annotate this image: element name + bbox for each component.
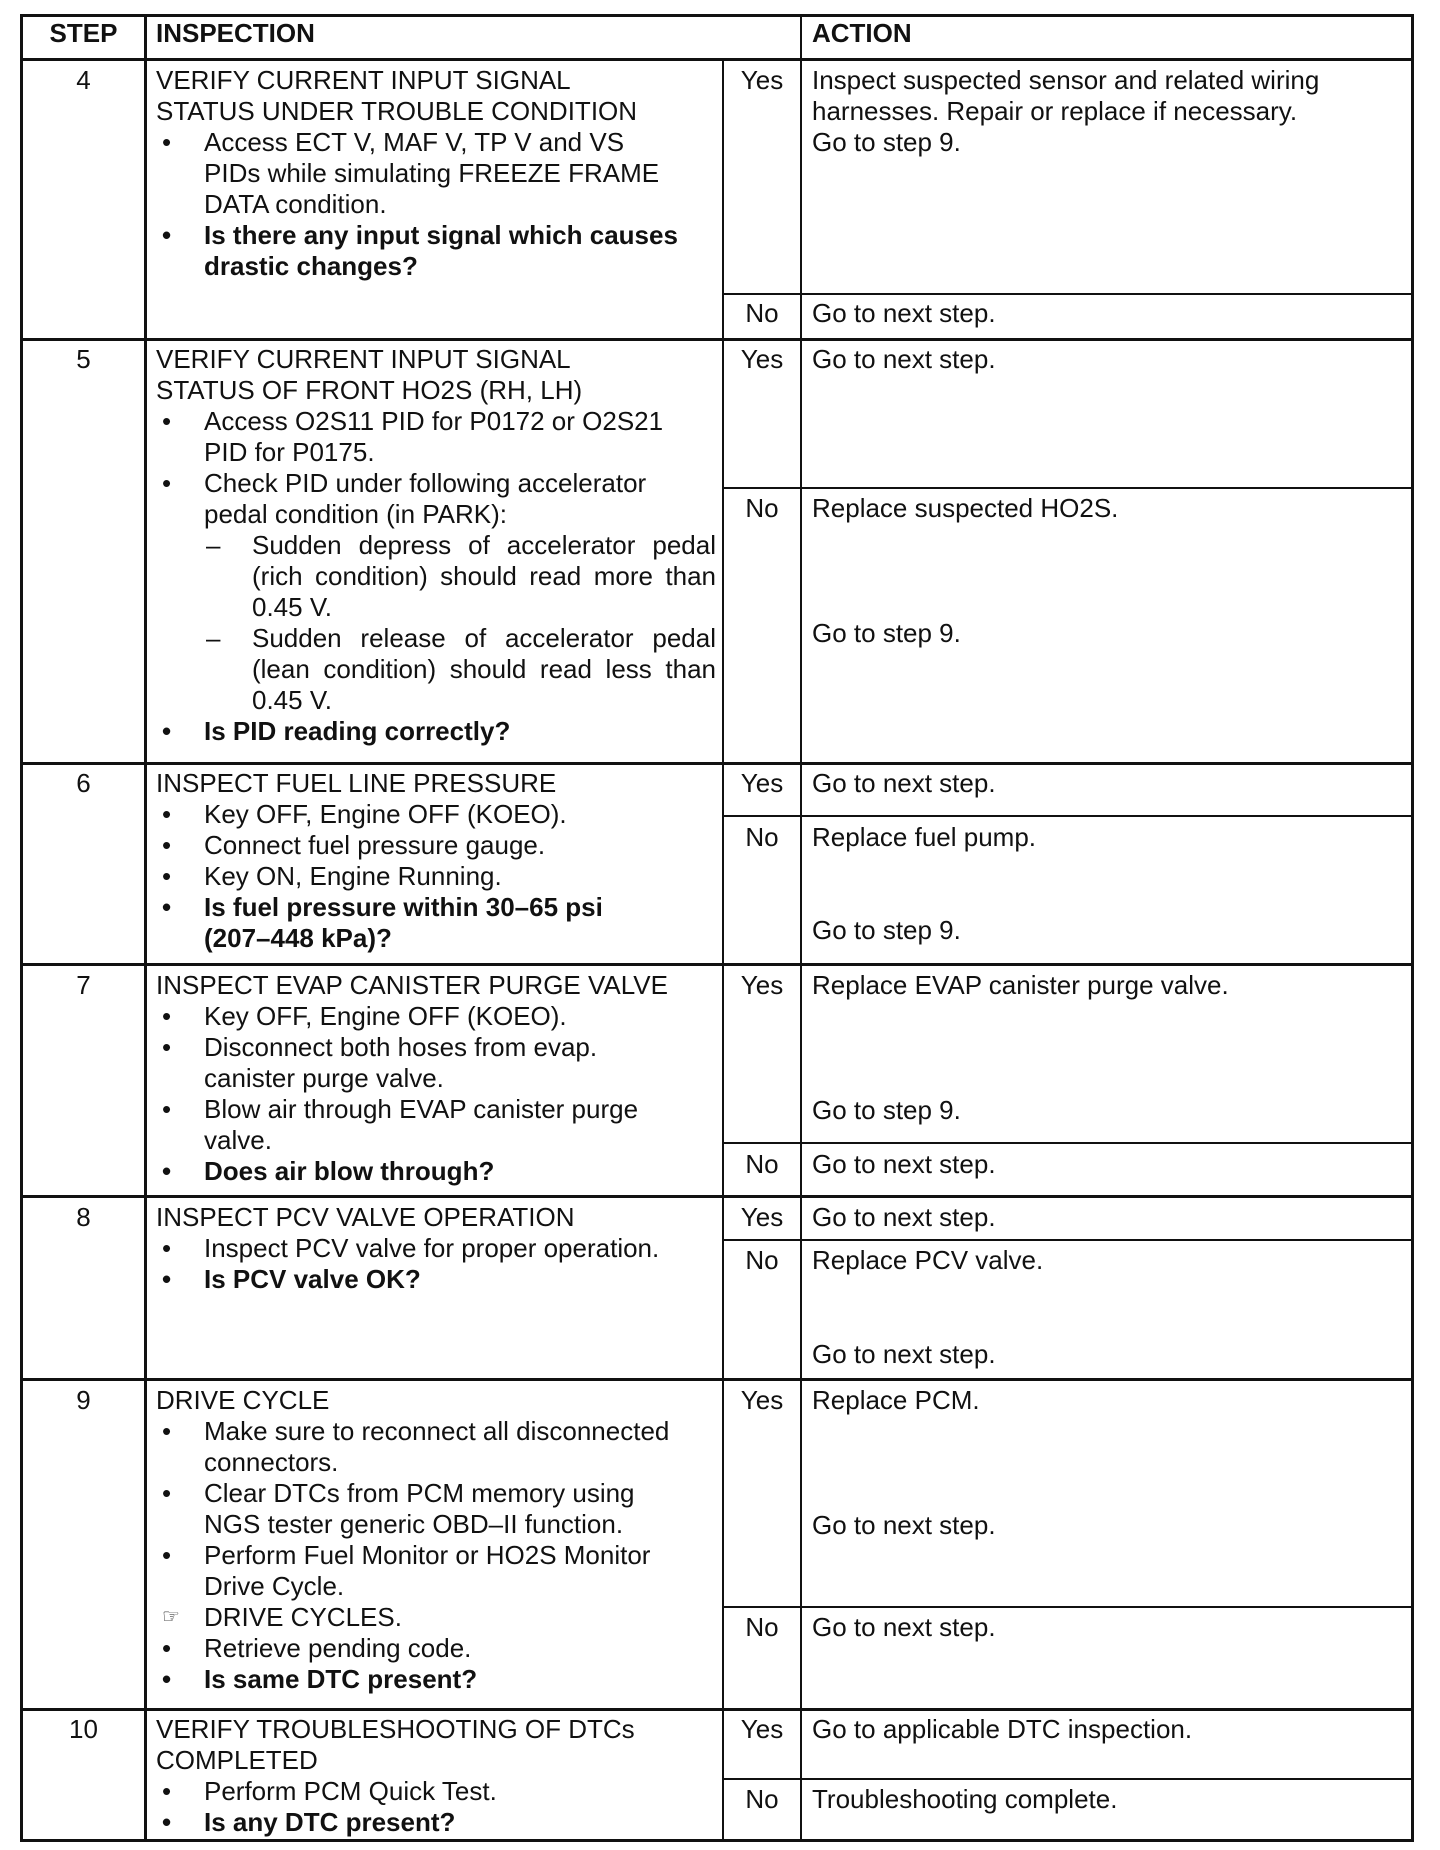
bullet-item <box>156 1094 716 1156</box>
no-action-next: Go to step 9. <box>812 915 961 945</box>
step-number: 9 <box>76 1385 91 1415</box>
header-step: STEP <box>49 18 118 48</box>
bullet-icon: • <box>162 1416 172 1446</box>
question-item <box>156 1264 716 1295</box>
table-border-right <box>1411 14 1414 1842</box>
bullet-icon: • <box>162 1540 172 1570</box>
header-divider <box>20 58 1414 61</box>
bullet-icon: • <box>162 861 172 891</box>
bullet-item <box>156 1032 716 1094</box>
inspection-cell <box>156 768 716 954</box>
bullet-item <box>156 799 716 830</box>
bullet-icon: • <box>162 220 172 250</box>
column-divider-step <box>144 14 147 1842</box>
bullet-item <box>156 830 716 861</box>
column-divider-action <box>800 14 802 1842</box>
bullet-icon: • <box>162 1156 172 1186</box>
no-action: Replace PCV valve. <box>812 1245 1044 1275</box>
yes-action: Inspect suspected sensor and related wiring harnesses. Repair or replace if necessary. Go to step 9. <box>812 65 1320 157</box>
table-border-left <box>20 14 23 1842</box>
yes-action: Replace PCM. <box>812 1385 980 1415</box>
step-number: 10 <box>69 1714 98 1744</box>
bullet-icon: • <box>162 468 172 498</box>
bullet-item <box>156 1233 716 1264</box>
bullet-item <box>156 1001 716 1032</box>
no-label: No <box>745 1149 779 1179</box>
no-label: No <box>745 822 779 852</box>
no-action: Replace fuel pump. <box>812 822 1037 852</box>
bullet-icon: • <box>162 716 172 746</box>
question-text: Is there any input signal which causes drastic changes? <box>204 220 678 281</box>
reference-item <box>156 1602 716 1633</box>
table-border-bottom <box>20 1839 1414 1842</box>
question-text: Is PCV valve OK? <box>204 1264 421 1294</box>
bullet-item <box>156 861 716 892</box>
bullet-icon: • <box>162 1664 172 1694</box>
bullet-icon: • <box>162 830 172 860</box>
inspection-title: VERIFY CURRENT INPUT SIGNAL STATUS UNDER TROUBLE CONDITION <box>156 65 638 126</box>
no-action: Go to next step. <box>812 298 996 328</box>
bullet-text: Blow air through EVAP canister purge valve. <box>204 1094 639 1155</box>
bullet-icon: • <box>162 1233 172 1263</box>
bullet-text: Key ON, Engine Running. <box>204 861 502 891</box>
yes-label: Yes <box>740 1202 784 1232</box>
yes-no-divider <box>722 1239 1414 1241</box>
row-divider <box>20 762 1414 765</box>
header-inspection: INSPECTION <box>156 18 315 48</box>
bullet-text: Make sure to reconnect all disconnected connectors. <box>204 1416 670 1477</box>
dash-icon: – <box>206 530 221 560</box>
question-text: Is same DTC present? <box>204 1664 478 1694</box>
inspection-cell <box>156 970 716 1187</box>
bullet-icon: • <box>162 1633 172 1663</box>
bullet-icon: • <box>162 127 172 157</box>
yes-no-divider <box>722 487 1414 489</box>
question-text: Is fuel pressure within 30–65 psi (207–448 kPa)? <box>204 892 603 953</box>
inspection-title: INSPECT PCV VALVE OPERATION <box>156 1202 575 1232</box>
question-item <box>156 220 716 282</box>
yes-action: Go to next step. <box>812 344 996 374</box>
bullet-text: Inspect PCV valve for proper operation. <box>204 1233 660 1263</box>
inspection-title: INSPECT FUEL LINE PRESSURE <box>156 768 557 798</box>
yes-action: Go to next step. <box>812 1202 996 1232</box>
no-action-next: Go to step 9. <box>812 618 961 648</box>
bullet-item <box>156 1776 716 1807</box>
no-label: No <box>745 493 779 523</box>
bullet-text: Clear DTCs from PCM memory using NGS tester generic OBD–II function. <box>204 1478 635 1539</box>
yes-no-divider <box>722 293 1414 295</box>
question-item <box>156 1664 716 1695</box>
yes-label: Yes <box>740 970 784 1000</box>
no-action: Go to next step. <box>812 1149 996 1179</box>
bullet-text: Perform PCM Quick Test. <box>204 1776 497 1806</box>
no-label: No <box>745 1784 779 1814</box>
bullet-icon: • <box>162 799 172 829</box>
inspection-cell <box>156 1714 716 1838</box>
bullet-item <box>156 1416 716 1478</box>
bullet-icon: • <box>162 1807 172 1837</box>
yes-action: Go to applicable DTC inspection. <box>812 1714 1193 1744</box>
yes-no-divider <box>722 1606 1414 1608</box>
bullet-item <box>156 127 716 220</box>
question-text: Is PID reading correctly? <box>204 716 511 746</box>
yes-label: Yes <box>740 65 784 95</box>
inspection-cell <box>156 344 716 747</box>
inspection-title: VERIFY CURRENT INPUT SIGNAL STATUS OF FRONT HO2S (RH, LH) <box>156 344 583 405</box>
inspection-title: DRIVE CYCLE <box>156 1385 330 1415</box>
step-number: 8 <box>76 1202 91 1232</box>
dash-text: Sudden release of accelerator pedal (lean condition) should read less than 0.45 V. <box>252 623 716 715</box>
bullet-text: Access ECT V, MAF V, TP V and VS PIDs while simulating FREEZE FRAME DATA condition. <box>204 127 660 219</box>
no-label: No <box>745 1612 779 1642</box>
bullet-icon: • <box>162 1264 172 1294</box>
bullet-icon: • <box>162 1001 172 1031</box>
bullet-item <box>156 1540 716 1602</box>
bullet-item <box>156 1478 716 1540</box>
yes-action: Go to next step. <box>812 768 996 798</box>
dash-icon: – <box>206 623 221 653</box>
inspection-title: VERIFY TROUBLESHOOTING OF DTCs COMPLETED <box>156 1714 635 1775</box>
no-action-next: Go to next step. <box>812 1339 996 1369</box>
reference-text: DRIVE CYCLES. <box>204 1602 402 1632</box>
question-item <box>156 1156 716 1187</box>
bullet-text: Connect fuel pressure gauge. <box>204 830 546 860</box>
row-divider <box>20 1708 1414 1711</box>
bullet-text: Key OFF, Engine OFF (KOEO). <box>204 1001 567 1031</box>
bullet-icon: • <box>162 406 172 436</box>
dash-text: Sudden depress of accelerator pedal (rich condition) should read more than 0.45 V. <box>252 530 716 622</box>
yes-no-divider <box>722 815 1414 817</box>
yes-no-divider <box>722 1142 1414 1144</box>
question-text: Is any DTC present? <box>204 1807 456 1837</box>
row-divider <box>20 1195 1414 1198</box>
no-label: No <box>745 298 779 328</box>
bullet-item <box>156 1633 716 1664</box>
inspection-cell <box>156 1202 716 1295</box>
row-divider <box>20 963 1414 966</box>
yes-no-divider <box>722 1778 1414 1780</box>
bullet-icon: • <box>162 892 172 922</box>
yes-label: Yes <box>740 344 784 374</box>
row-divider <box>20 1378 1414 1381</box>
yes-action: Replace EVAP canister purge valve. <box>812 970 1229 1000</box>
yes-label: Yes <box>740 768 784 798</box>
inspection-cell <box>156 1385 716 1695</box>
bullet-text: Check PID under following accelerator pedal condition (in PARK): <box>204 468 647 529</box>
yes-label: Yes <box>740 1714 784 1744</box>
dash-item <box>156 530 716 623</box>
no-action: Replace suspected HO2S. <box>812 493 1119 523</box>
no-label: No <box>745 1245 779 1275</box>
bullet-icon: • <box>162 1478 172 1508</box>
yes-label: Yes <box>740 1385 784 1415</box>
bullet-text: Retrieve pending code. <box>204 1633 472 1663</box>
bullet-icon: • <box>162 1776 172 1806</box>
step-number: 4 <box>76 65 91 95</box>
no-action: Troubleshooting complete. <box>812 1784 1118 1814</box>
step-number: 6 <box>76 768 91 798</box>
step-number: 5 <box>76 344 91 374</box>
bullet-item <box>156 406 716 468</box>
inspection-cell <box>156 65 716 282</box>
bullet-icon: • <box>162 1032 172 1062</box>
bullet-text: Perform Fuel Monitor or HO2S Monitor Drive Cycle. <box>204 1540 651 1601</box>
pointing-hand-icon: ☞ <box>162 1606 180 1628</box>
question-item <box>156 716 716 747</box>
table-border-top <box>20 14 1414 17</box>
header-action: ACTION <box>812 18 912 48</box>
question-item <box>156 1807 716 1838</box>
inspection-title: INSPECT EVAP CANISTER PURGE VALVE <box>156 970 668 1000</box>
yes-action-next: Go to next step. <box>812 1510 996 1540</box>
bullet-text: Access O2S11 PID for P0172 or O2S21 PID for P0175. <box>204 406 664 467</box>
bullet-item <box>156 468 716 530</box>
no-action: Go to next step. <box>812 1612 996 1642</box>
row-divider <box>20 338 1414 341</box>
bullet-text: Disconnect both hoses from evap. canister purge valve. <box>204 1032 598 1093</box>
bullet-text: Key OFF, Engine OFF (KOEO). <box>204 799 567 829</box>
yes-action-next: Go to step 9. <box>812 1095 961 1125</box>
question-item <box>156 892 716 954</box>
dash-item <box>156 623 716 716</box>
step-number: 7 <box>76 970 91 1000</box>
question-text: Does air blow through? <box>204 1156 495 1186</box>
bullet-icon: • <box>162 1094 172 1124</box>
